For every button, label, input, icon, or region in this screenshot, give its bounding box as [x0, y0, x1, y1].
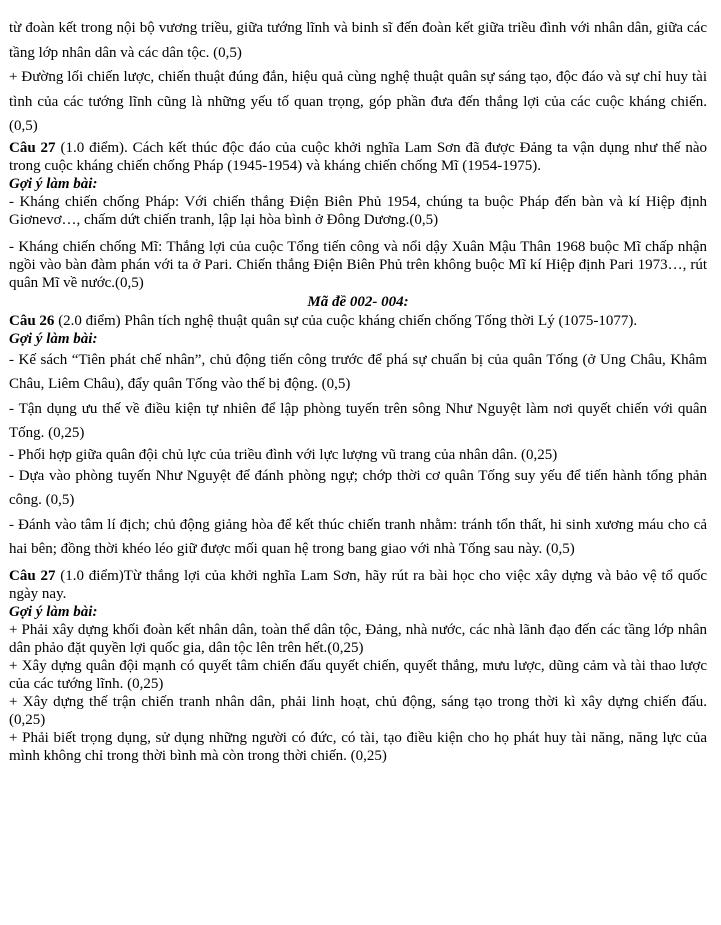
question-text: (1.0 điểm)Từ thắng lợi của khởi nghĩa Lam Sơn, hãy rút ra bài học cho việc xây dựng và bảo vệ tổ quốc ngày nay.	[9, 567, 707, 602]
question-text: (2.0 điểm) Phân tích nghệ thuật quân sự của cuộc kháng chiến chống Tống thời Lý (1075-1077).	[54, 312, 638, 329]
hint-heading: Gợi ý làm bài:	[9, 330, 98, 347]
question-number: Câu 27	[9, 139, 56, 156]
answer-item: - Đánh vào tâm lí địch; chủ động giảng hòa để kết thúc chiến tranh nhằm: tránh tổn thất, hi sinh xương máu cho cả hai bên; đồng thời khéo léo giữ được mối quan hệ trong bang giao với nhà Tống sau này. (0,5)	[9, 516, 707, 557]
answer-item: - Kháng chiến chống Pháp: Với chiến thắng Điện Biên Phủ 1954, chúng ta buộc Pháp đến bàn và kí Hiệp định Giơnevơ…, chấm dứt chiến tranh, lập lại hòa bình ở Đông Dương.(0,5)	[9, 193, 707, 228]
paragraph-unity: từ đoàn kết trong nội bộ vương triều, giữa tướng lĩnh và binh sĩ đến đoàn kết giữa triều đình với nhân dân, giữa các tầng lớp nhân dân và các dân tộc. (0,5)	[9, 20, 707, 61]
answer-item: + Xây dựng thế trận chiến tranh nhân dân, phải linh hoạt, chủ động, sáng tạo trong thời kì xây dựng chiến đấu. (0,25)	[9, 693, 707, 728]
question-26	[9, 312, 707, 330]
hint-heading: Gợi ý làm bài:	[9, 603, 98, 620]
question-number: Câu 27	[9, 567, 56, 584]
question-number: Câu 26	[9, 312, 55, 329]
answer-item: - Dựa vào phòng tuyến Như Nguyệt để đánh phòng ngự; chớp thời cơ quân Tống suy yếu để tiến hành tổng phản công. (0,5)	[9, 467, 707, 508]
answer-item: + Xây dựng quân đội mạnh có quyết tâm chiến đấu quyết chiến, quyết thắng, mưu lược, dũng cảm và tài thao lược của các tướng lĩnh. (0,25)	[9, 657, 707, 692]
question-text: (1.0 điểm). Cách kết thúc độc đáo của cuộc khởi nghĩa Lam Sơn đã được Đảng ta vận dụng như thế nào trong cuộc kháng chiến chống Pháp (1945-1954) và kháng chiến chống Mĩ (1954-1975).	[9, 139, 707, 174]
question-27-first	[9, 139, 707, 175]
paragraph-strategy: + Đường lối chiến lược, chiến thuật đúng đắn, hiệu quả cùng nghệ thuật quân sự sáng tạo, độc đáo và sự chỉ huy tài tình của các tướng lĩnh cũng là những yếu tố quan trọng, góp phần đưa đến thắng lợi của các cuộc kháng chiến. (0,5)	[9, 69, 707, 134]
hint-heading: Gợi ý làm bài:	[9, 175, 98, 192]
exam-code-heading: Mã đề 002- 004:	[307, 293, 409, 310]
answer-item: - Kế sách “Tiên phát chế nhân”, chủ động tiến công trước để phá sự chuẩn bị của quân Tống (ở Ung Châu, Khâm Châu, Liêm Châu), đẩy quân Tống vào thế bị động. (0,5)	[9, 351, 707, 392]
answer-item: + Phải biết trọng dụng, sử dụng những người có đức, có tài, tạo điều kiện cho họ phát huy tài năng, năng lực của mình không chỉ trong thời bình mà còn trong thời chiến. (0,25)	[9, 729, 707, 764]
answer-item: + Phải xây dựng khối đoàn kết nhân dân, toàn thể dân tộc, Đảng, nhà nước, các nhà lãnh đạo đến các tầng lớp nhân dân phảo đặt quyền lợi quốc gia, dân tộc lên trên hết.(0,25)	[9, 621, 707, 656]
answer-item: - Tận dụng ưu thế về điều kiện tự nhiên để lập phòng tuyến trên sông Như Nguyệt làm nơi quyết chiến với quân Tống. (0,25)	[9, 400, 707, 441]
answer-item: - Phối hợp giữa quân đội chủ lực của triều đình với lực lượng vũ trang của nhân dân. (0,25)	[9, 446, 558, 463]
question-27-second	[9, 567, 707, 603]
answer-item: - Kháng chiến chống Mĩ: Thắng lợi của cuộc Tổng tiến công và nổi dậy Xuân Mậu Thân 1968 buộc Mĩ chấp nhận ngồi vào bàn đàm phán với ta ở Pari. Chiến thắng Điện Biên Phủ trên không buộc Mĩ kí Hiệp định Pari 1973…, rút quân Mĩ về nước.(0,5)	[9, 238, 707, 291]
